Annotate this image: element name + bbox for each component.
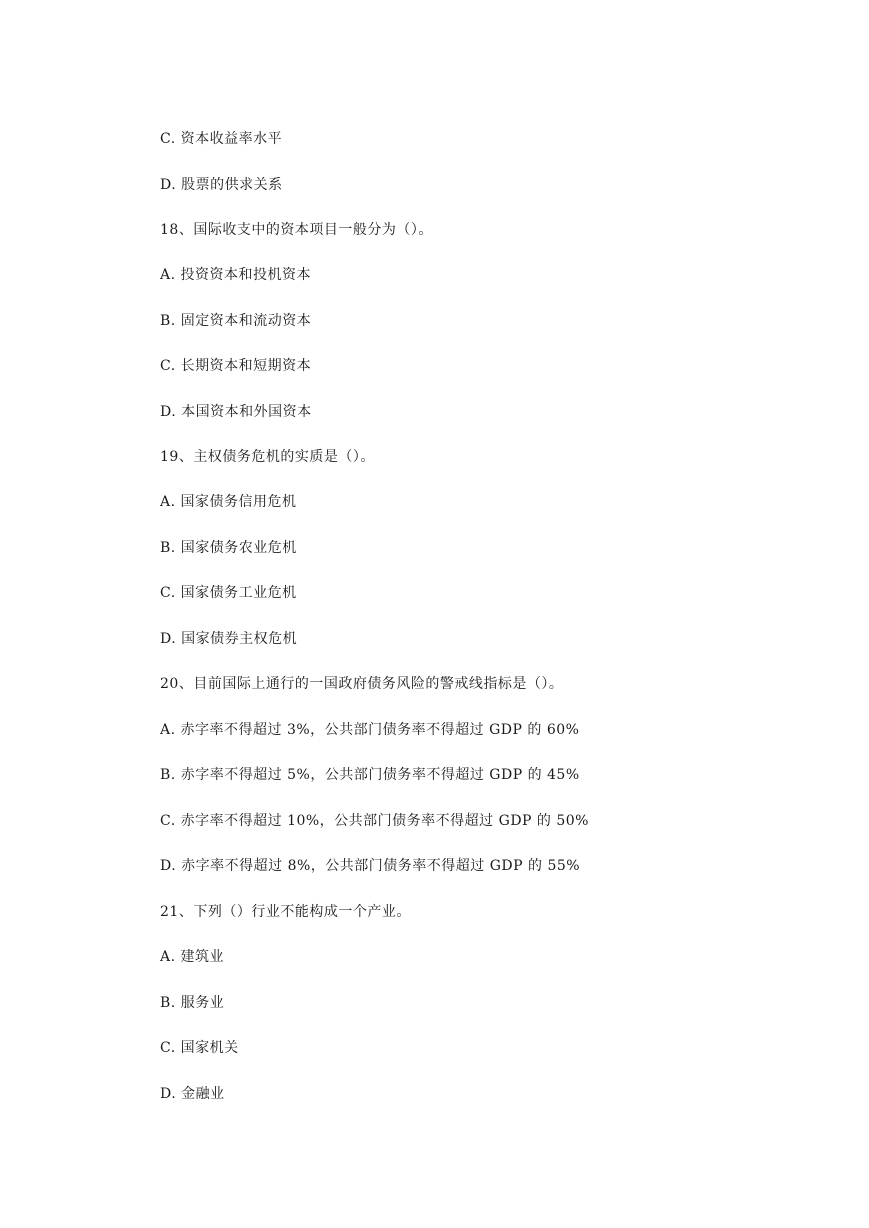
question-line: 18、国际收支中的资本项目一般分为（）。 bbox=[160, 222, 433, 238]
option-line: B. 国家债务农业危机 bbox=[160, 540, 297, 556]
option-line: B. 赤字率不得超过 5%，公共部门债务率不得超过 GDP 的 45% bbox=[160, 767, 580, 783]
option-line: C. 长期资本和短期资本 bbox=[160, 358, 312, 374]
option-line: D. 赤字率不得超过 8%，公共部门债务率不得超过 GDP 的 55% bbox=[160, 858, 581, 874]
option-line: A. 建筑业 bbox=[160, 949, 225, 965]
option-line: D. 股票的供求关系 bbox=[160, 177, 283, 193]
option-line: C. 资本收益率水平 bbox=[160, 131, 283, 147]
option-line: C. 赤字率不得超过 10%，公共部门债务率不得超过 GDP 的 50% bbox=[160, 813, 589, 829]
option-line: C. 国家债务工业危机 bbox=[160, 585, 297, 601]
option-line: D. 金融业 bbox=[160, 1086, 225, 1102]
option-line: A. 赤字率不得超过 3%，公共部门债务率不得超过 GDP 的 60% bbox=[160, 722, 580, 738]
option-line: A. 国家债务信用危机 bbox=[160, 494, 297, 510]
option-line: B. 服务业 bbox=[160, 995, 225, 1011]
question-line: 19、主权债务危机的实质是（）。 bbox=[160, 449, 375, 465]
option-line: B. 固定资本和流动资本 bbox=[160, 313, 312, 329]
option-line: D. 本国资本和外国资本 bbox=[160, 404, 312, 420]
option-line: A. 投资资本和投机资本 bbox=[160, 267, 312, 283]
option-line: C. 国家机关 bbox=[160, 1040, 239, 1056]
question-line: 21、下列（）行业不能构成一个产业。 bbox=[160, 904, 411, 920]
question-line: 20、目前国际上通行的一国政府债务风险的警戒线指标是（）。 bbox=[160, 676, 564, 692]
option-line: D. 国家债券主权危机 bbox=[160, 631, 298, 647]
